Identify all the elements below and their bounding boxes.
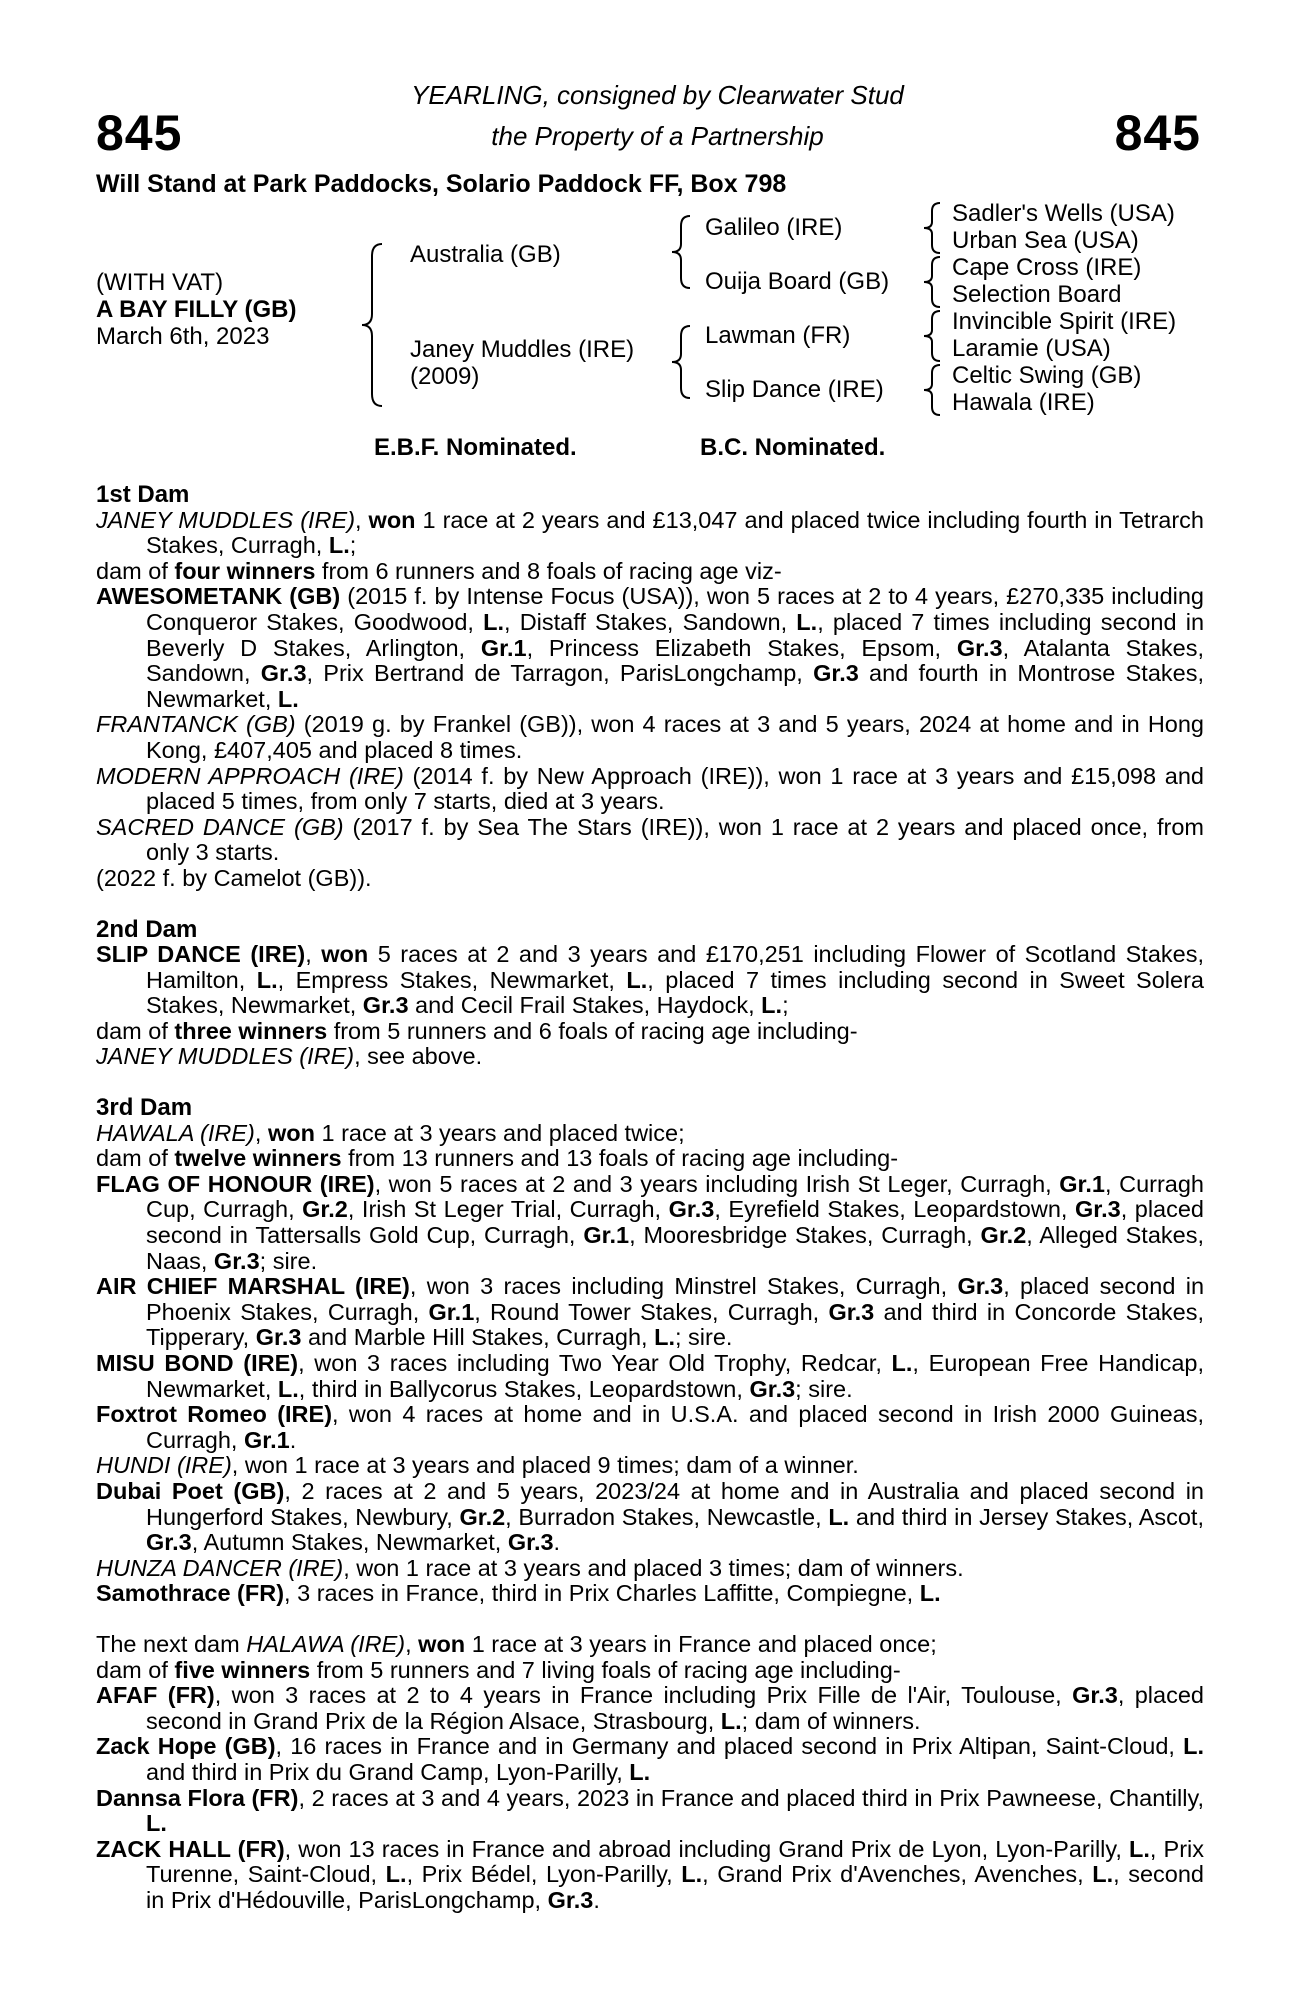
- catalogue-body: [96, 482, 1204, 1913]
- gg-selection-board: Selection Board: [952, 281, 1122, 308]
- progeny-zack-hope: Zack Hope (GB), 16 races in France and in Germany and placed second in Prix Altipan, Saint-Cloud, L. and third in Prix du Grand Camp, Lyon-Parilly, L.: [96, 1733, 1204, 1785]
- next-dam-produce: dam of five winners from 5 runners and 7 living foals of racing age including-: [96, 1656, 901, 1683]
- second-dam-summary: SLIP DANCE (IRE), won 5 races at 2 and 3 years and £170,251 including Flower of Scotland Stakes, Hamilton, L., Empress Stakes, Newmarket, L., placed 7 times including second in Sweet Solera Stakes, Newmarket, Gr.3 and Cecil Frail Stakes, Haydock, L.;: [96, 941, 1205, 1019]
- dam-sire: Lawman (FR): [705, 322, 851, 349]
- progeny-hunza-dancer: HUNZA DANCER (IRE), won 1 race at 3 years and placed 3 times; dam of winners.: [96, 1554, 964, 1581]
- horse-vat: (WITH VAT): [96, 269, 224, 296]
- next-dam-name: HALAWA (IRE): [246, 1630, 406, 1657]
- dam-dam: Slip Dance (IRE): [705, 376, 884, 403]
- first-dam-heading: 1st Dam: [96, 481, 190, 508]
- progeny-samothrace: Samothrace (FR), 3 races in France, third in Prix Charles Laffitte, Compiegne, L.: [96, 1580, 941, 1607]
- property-line: the Property of a Partnership: [491, 121, 824, 151]
- third-dam-name: HAWALA (IRE): [96, 1119, 255, 1146]
- brace-gg2: [922, 254, 944, 310]
- gg-cape-cross: Cape Cross (IRE): [952, 254, 1142, 281]
- bc-nominated: B.C. Nominated.: [700, 434, 886, 461]
- second-dam-produce: dam of three winners from 5 runners and 6 foals of racing age including-: [96, 1017, 858, 1044]
- third-dam-produce: dam of twelve winners from 13 runners and 13 foals of racing age including-: [96, 1145, 899, 1172]
- lot-number-right: 845: [1114, 105, 1201, 161]
- first-dam-summary: JANEY MUDDLES (IRE), won 1 race at 2 years and £13,047 and placed twice including fourth in Tetrarch Stakes, Curragh, L.;: [96, 506, 1204, 559]
- dam-year: (2009): [410, 363, 480, 390]
- gg-urban-sea: Urban Sea (USA): [952, 227, 1139, 254]
- progeny-air-chief-marshal: AIR CHIEF MARSHAL (IRE), won 3 races including Minstrel Stakes, Curragh, Gr.3, placed second in Phoenix Stakes, Curragh, Gr.1, Round Tower Stakes, Curragh, Gr.3 and third in Concorde Stakes, Tipperary, Gr.3 and Marble Hill Stakes, Curragh, L.; sire.: [96, 1273, 1205, 1351]
- progeny-awesometank: AWESOMETANK (GB) (2015 f. by Intense Focus (USA)), won 5 races at 2 to 4 years, £270,335 including Conqueror Stakes, Goodwood, L., Distaff Stakes, Sandown, L., placed 7 times including second in Beverly D Stakes, Arlington, Gr.1, Princess Elizabeth Stakes, Epsom, Gr.3, Atalanta Stakes, Sandown, Gr.3, Prix Bertrand de Tarragon, ParisLongchamp, Gr.3 and fourth in Montrose Stakes, Newmarket, L.: [96, 583, 1205, 712]
- progeny-sacred-dance: SACRED DANCE (GB) (2017 f. by Sea The Stars (IRE)), won 1 race at 2 years and placed once, from only 3 starts.: [96, 813, 1204, 866]
- gg-hawala: Hawala (IRE): [952, 389, 1095, 416]
- horse-foaled: March 6th, 2023: [96, 323, 270, 350]
- progeny-hundi: HUNDI (IRE), won 1 race at 3 years and placed 9 times; dam of a winner.: [96, 1452, 859, 1479]
- brace-dam: [670, 322, 694, 402]
- brace-gg3: [922, 308, 944, 364]
- consignor-line: YEARLING, consigned by Clearwater Stud: [411, 80, 904, 110]
- progeny-frantanck: FRANTANCK (GB) (2019 g. by Frankel (GB)), won 4 races at 3 and 5 years, 2024 at home and in Hong Kong, £407,405 and placed 8 times.: [96, 711, 1204, 763]
- third-dam-heading: 3rd Dam: [96, 1094, 193, 1122]
- progeny-misu-bond: MISU BOND (IRE), won 3 races including Two Year Old Trophy, Redcar, L., European Free Handicap, Newmarket, L., third in Ballycorus Stakes, Leopardstown, Gr.3; sire.: [96, 1350, 1204, 1402]
- progeny-2022-filly: (2022 f. by Camelot (GB)).: [96, 864, 372, 891]
- gg-celtic-swing: Celtic Swing (GB): [952, 362, 1142, 389]
- ebf-nominated: E.B.F. Nominated.: [374, 434, 577, 461]
- second-dam-name: SLIP DANCE (IRE): [96, 941, 306, 968]
- third-dam-summary: HAWALA (IRE), won 1 race at 3 years and placed twice;: [96, 1119, 685, 1146]
- horse-name: A BAY FILLY (GB): [96, 296, 297, 323]
- gg-laramie: Laramie (USA): [952, 335, 1111, 362]
- progeny-flag-of-honour: FLAG OF HONOUR (IRE), won 5 races at 2 and 3 years including Irish St Leger, Curragh, Gr.1, Curragh Cup, Curragh, Gr.2, Irish St Leger Trial, Curragh, Gr.3, Eyrefield Stakes, Leopardstown, Gr.3, placed second in Tattersalls Gold Cup, Curragh, Gr.1, Mooresbridge Stakes, Curragh, Gr.2, Alleged Stakes, Naas, Gr.3; sire.: [96, 1170, 1205, 1274]
- progeny-modern-approach: MODERN APPROACH (IRE) (2014 f. by New Approach (IRE)), won 1 race at 3 years and £15,098 and placed 5 times, from only 7 starts, died at 3 years.: [96, 762, 1204, 815]
- first-dam-name: JANEY MUDDLES (IRE): [96, 506, 356, 533]
- gg-sadlers-wells: Sadler's Wells (USA): [952, 200, 1175, 227]
- progeny-afaf: AFAF (FR), won 3 races at 2 to 4 years in France including Prix Fille de l'Air, Toulouse, Gr.3, placed second in Grand Prix de la Région Alsace, Strasbourg, L.; dam of winners.: [96, 1682, 1204, 1734]
- brace-gg1: [922, 200, 944, 256]
- progeny-dannsa-flora: Dannsa Flora (FR), 2 races at 3 and 4 years, 2023 in France and placed third in Prix Pawneese, Chantilly, L.: [96, 1784, 1204, 1837]
- lot-number-left: 845: [96, 105, 183, 161]
- progeny-dubai-poet: Dubai Poet (GB), 2 races at 2 and 5 years, 2023/24 at home and in Australia and placed second in Hungerford Stakes, Newbury, Gr.2, Burradon Stakes, Newcastle, L. and third in Jersey Stakes, Ascot, Gr.3, Autumn Stakes, Newmarket, Gr.3.: [96, 1477, 1204, 1556]
- sire: Australia (GB): [410, 241, 561, 268]
- progeny-foxtrot-romeo: Foxtrot Romeo (IRE), won 4 races at home and in U.S.A. and placed second in Irish 2000 Guineas, Curragh, Gr.1.: [96, 1401, 1205, 1453]
- dam: Janey Muddles (IRE): [410, 336, 635, 363]
- next-dam-summary: The next dam HALAWA (IRE), won 1 race at 3 years in France and placed once;: [96, 1630, 937, 1657]
- sire-dam: Ouija Board (GB): [705, 268, 890, 295]
- brace-horse: [360, 240, 386, 410]
- brace-sire: [670, 212, 694, 292]
- stand-location: Will Stand at Park Paddocks, Solario Paddock FF, Box 798: [96, 170, 787, 198]
- progeny-janey-muddles: JANEY MUDDLES (IRE), see above.: [96, 1043, 483, 1070]
- gg-invincible-spirit: Invincible Spirit (IRE): [952, 308, 1177, 335]
- progeny-zack-hall: ZACK HALL (FR), won 13 races in France and abroad including Grand Prix de Lyon, Lyon-Parilly, L., Prix Turenne, Saint-Cloud, L., Prix Bédel, Lyon-Parilly, L., Grand Prix d'Avenches, Avenches, L., second in Prix d'Hédouville, ParisLongchamp, Gr.3.: [96, 1835, 1204, 1913]
- second-dam-heading: 2nd Dam: [96, 915, 198, 943]
- sire-sire: Galileo (IRE): [705, 214, 843, 241]
- brace-gg4: [922, 362, 944, 418]
- first-dam-produce: dam of four winners from 6 runners and 8 foals of racing age viz-: [96, 557, 782, 584]
